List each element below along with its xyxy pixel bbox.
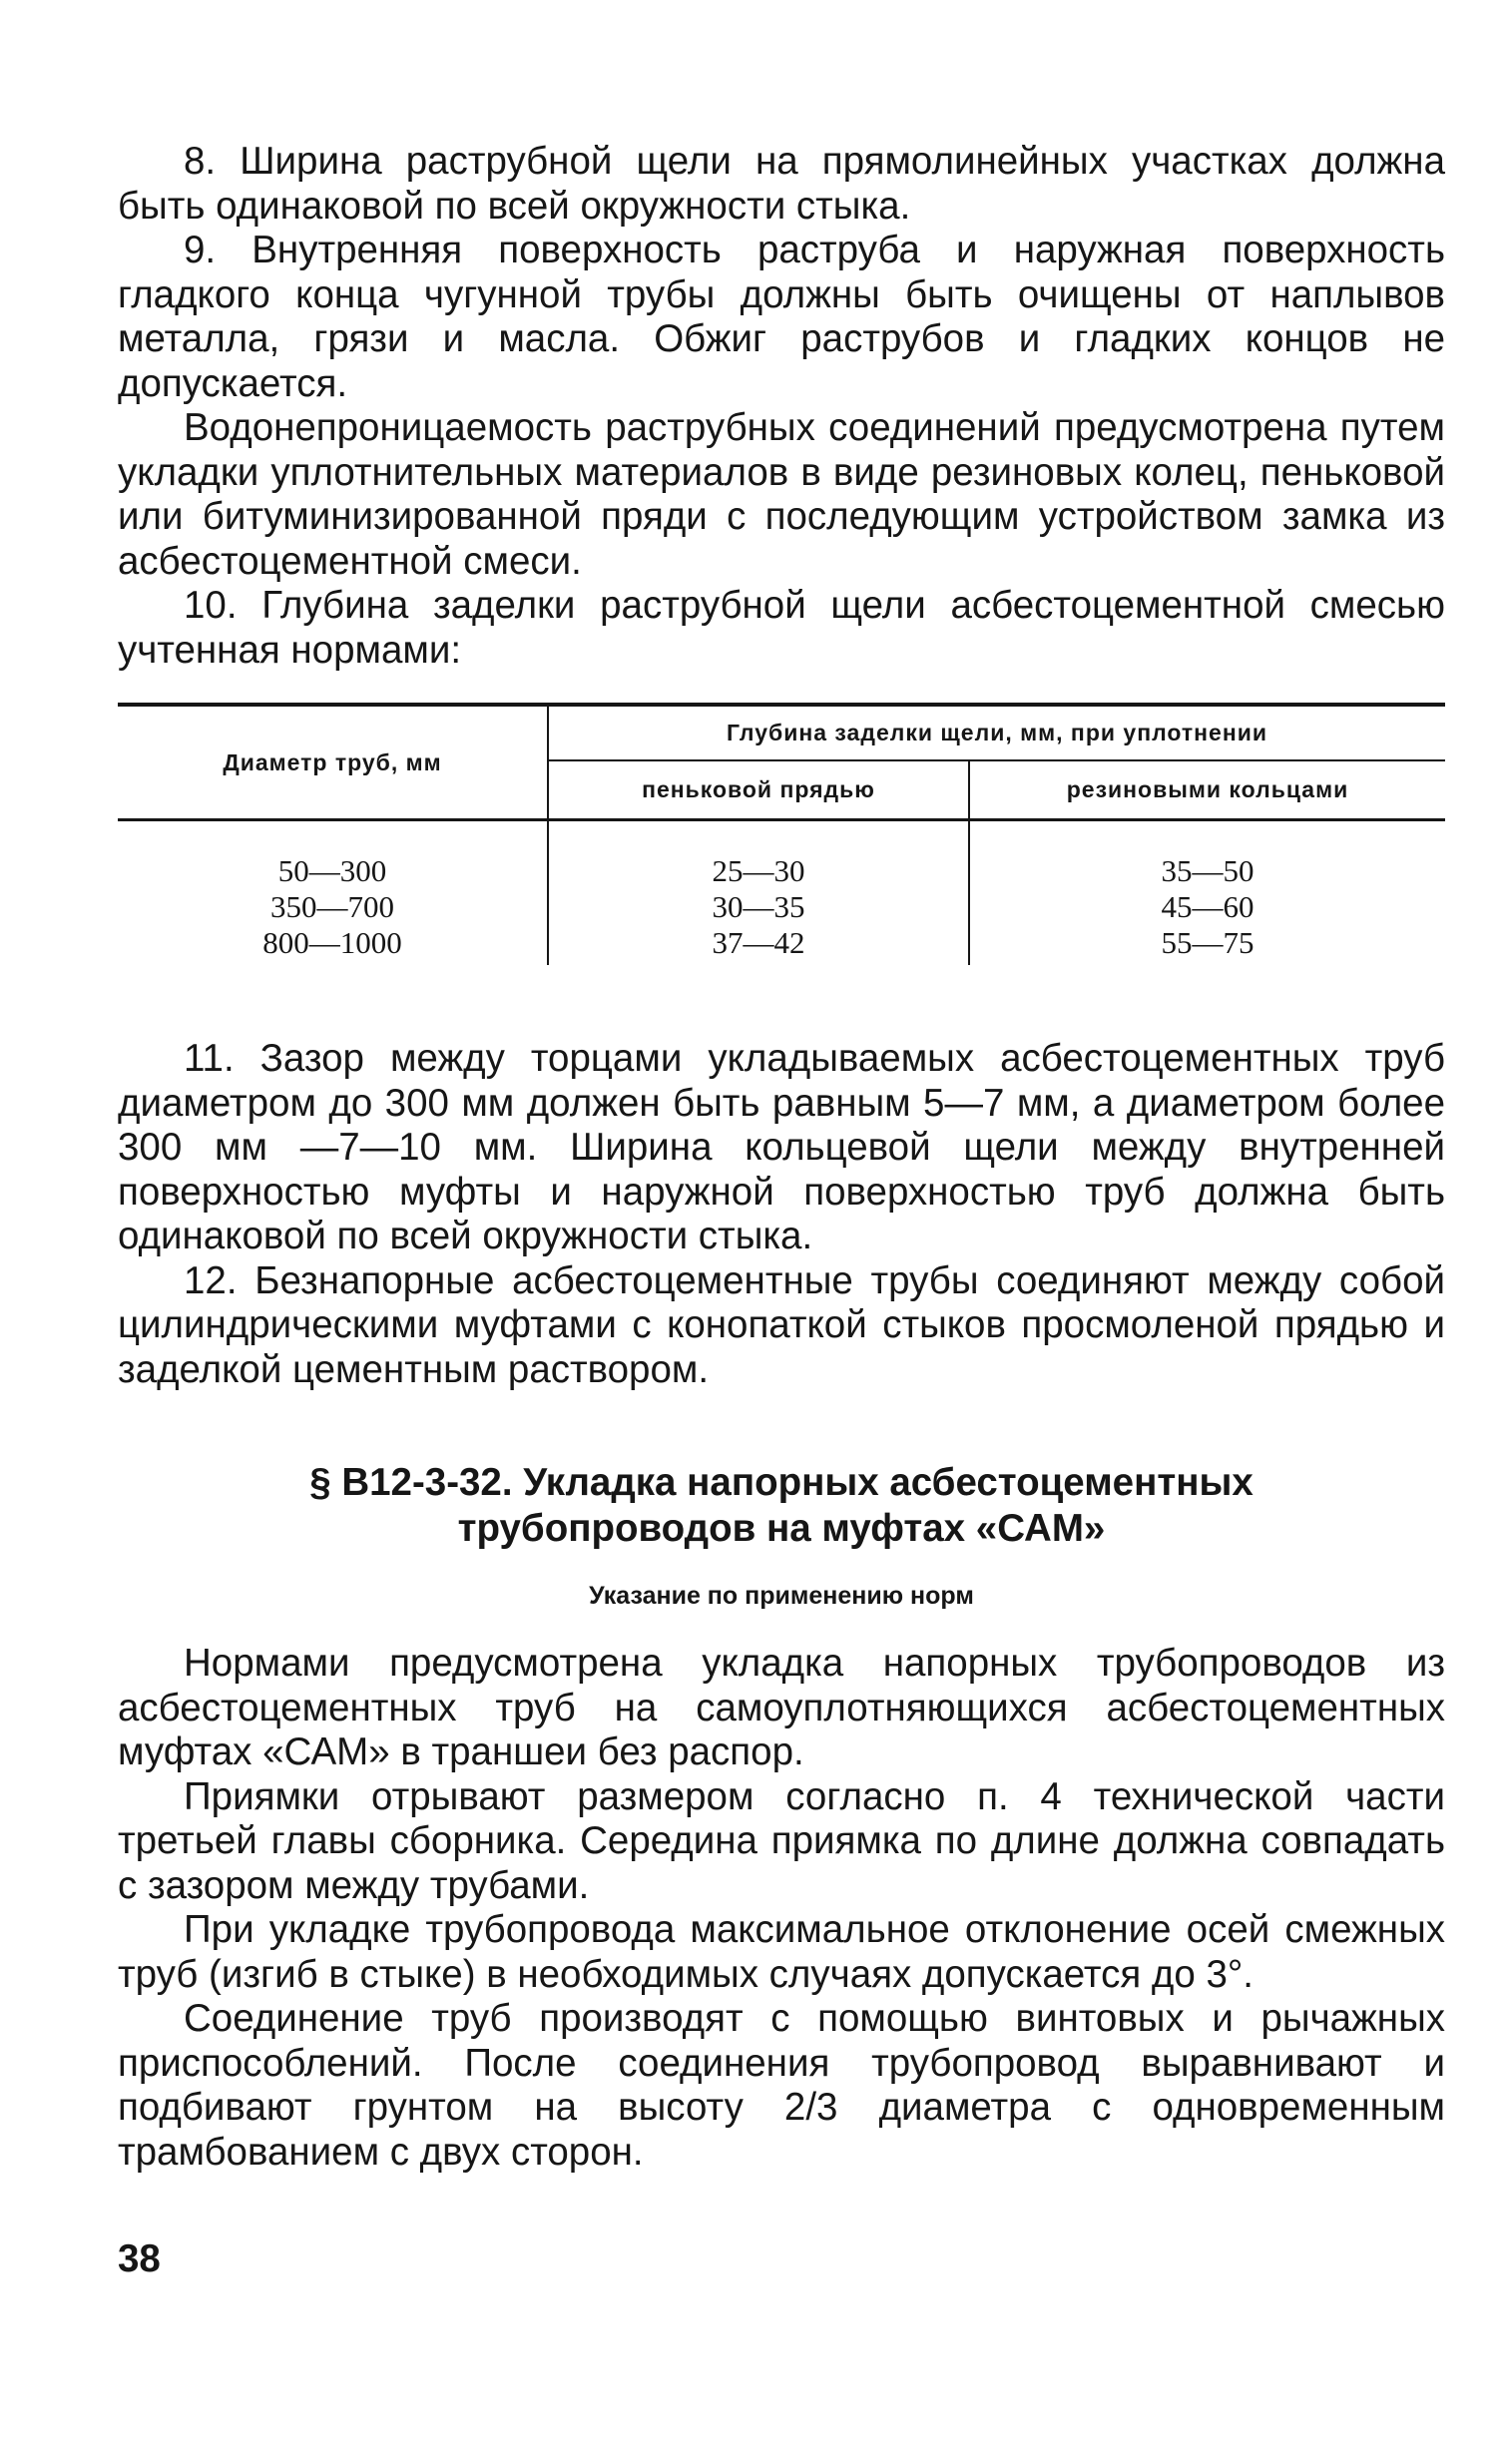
page-content — [118, 140, 1445, 2175]
table-cell-diameter: 350—700 — [118, 889, 548, 925]
table-cell-diameter: 50—300 — [118, 820, 548, 890]
table-cell-diameter: 800—1000 — [118, 925, 548, 965]
paragraph-norms-scope: Нормами предусмотрена укладка напорных трубопроводов из асбестоцементных труб на самоуплотняющихся асбестоцементных муфтах «САМ» в траншеи без распор. — [118, 1642, 1445, 1773]
table-cell-hemp: 25—30 — [548, 820, 969, 890]
section-subtitle: Указание по применению норм — [589, 1582, 974, 1610]
section-title-line-1: § В12-3-32. Укладка напорных асбестоцементных — [309, 1461, 1254, 1504]
paragraph-item-10: 10. Глубина заделки раструбной щели асбестоцементной смесью учтенная нормами: — [118, 584, 1445, 672]
table-cell-rubber: 35—50 — [1161, 853, 1255, 888]
table-header-rubber: резиновыми кольцами — [969, 760, 1445, 820]
table-header-diameter: Диаметр труб, мм — [118, 705, 548, 820]
table-row — [118, 820, 1445, 890]
paragraph-watertightness: Водонепроницаемость раструбных соединений предусмотрена путем укладки уплотнительных материалов в виде резиновых колец, пеньковой или битуминизированной пряди с последующим устройством замка из асбестоцементной смеси. — [118, 406, 1445, 583]
spacer — [118, 965, 1445, 1037]
paragraph-deflection: При укладке трубопровода максимальное отклонение осей смежных труб (изгиб в стыке) в необходимых случаях допускается до 3°. — [118, 1908, 1445, 1996]
paragraph-joining: Соединение труб производят с помощью винтовых и рычажных приспособлений. После соединения трубопровод выравнивают и подбивают грунтом на высоту 2/3 диаметра с одновременным трамбованием с двух сторон. — [118, 1997, 1445, 2174]
table-header-hemp: пеньковой прядью — [548, 760, 969, 820]
table-header-depth-group: Глубина заделки щели, мм, при уплотнении — [548, 705, 1445, 760]
section-title — [118, 1460, 1445, 1552]
spacer — [118, 673, 1445, 703]
page-number: 38 — [118, 2237, 161, 2280]
table-cell-rubber: 45—60 — [1161, 889, 1255, 924]
paragraph-pits: Приямки отрывают размером согласно п. 4 технической части третьей главы сборника. Середина приямка по длине должна совпадать с зазором между трубами. — [118, 1774, 1445, 1907]
paragraph-item-8: 8. Ширина раструбной щели на прямолинейных участках должна быть одинаковой по всей окружности стыка. — [118, 140, 1445, 228]
paragraph-item-12: 12. Безнапорные асбестоцементные трубы соединяют между собой цилиндрическими муфтами с конопаткой стыков просмоленой прядью и заделкой цементным раствором. — [118, 1258, 1445, 1391]
paragraph-item-11: 11. Зазор между торцами укладываемых асбестоцементных труб диаметром до 300 мм должен быть равным 5—7 мм, а диаметром более 300 мм —7—10 мм. Ширина кольцевой щели между внутренней поверхностью муфты и наружной поверхностью труб должна быть одинаковой по всей окружности стыка. — [118, 1037, 1445, 1257]
table-row — [118, 889, 1445, 925]
table-cell-rubber: 55—75 — [1161, 925, 1255, 960]
section-title-line-2: трубопроводов на муфтах «САМ» — [457, 1507, 1106, 1550]
paragraph-item-9: 9. Внутренняя поверхность раструба и наружная поверхность гладкого конца чугунной трубы должны быть очищены от наплывов металла, грязи и масла. Обжиг раструбов и гладких концов не допускается. — [118, 229, 1445, 405]
table-cell-hemp: 37—42 — [548, 925, 969, 965]
table-cell-hemp: 30—35 — [548, 889, 969, 925]
sealing-depth-table — [118, 703, 1445, 965]
table-row — [118, 925, 1445, 965]
